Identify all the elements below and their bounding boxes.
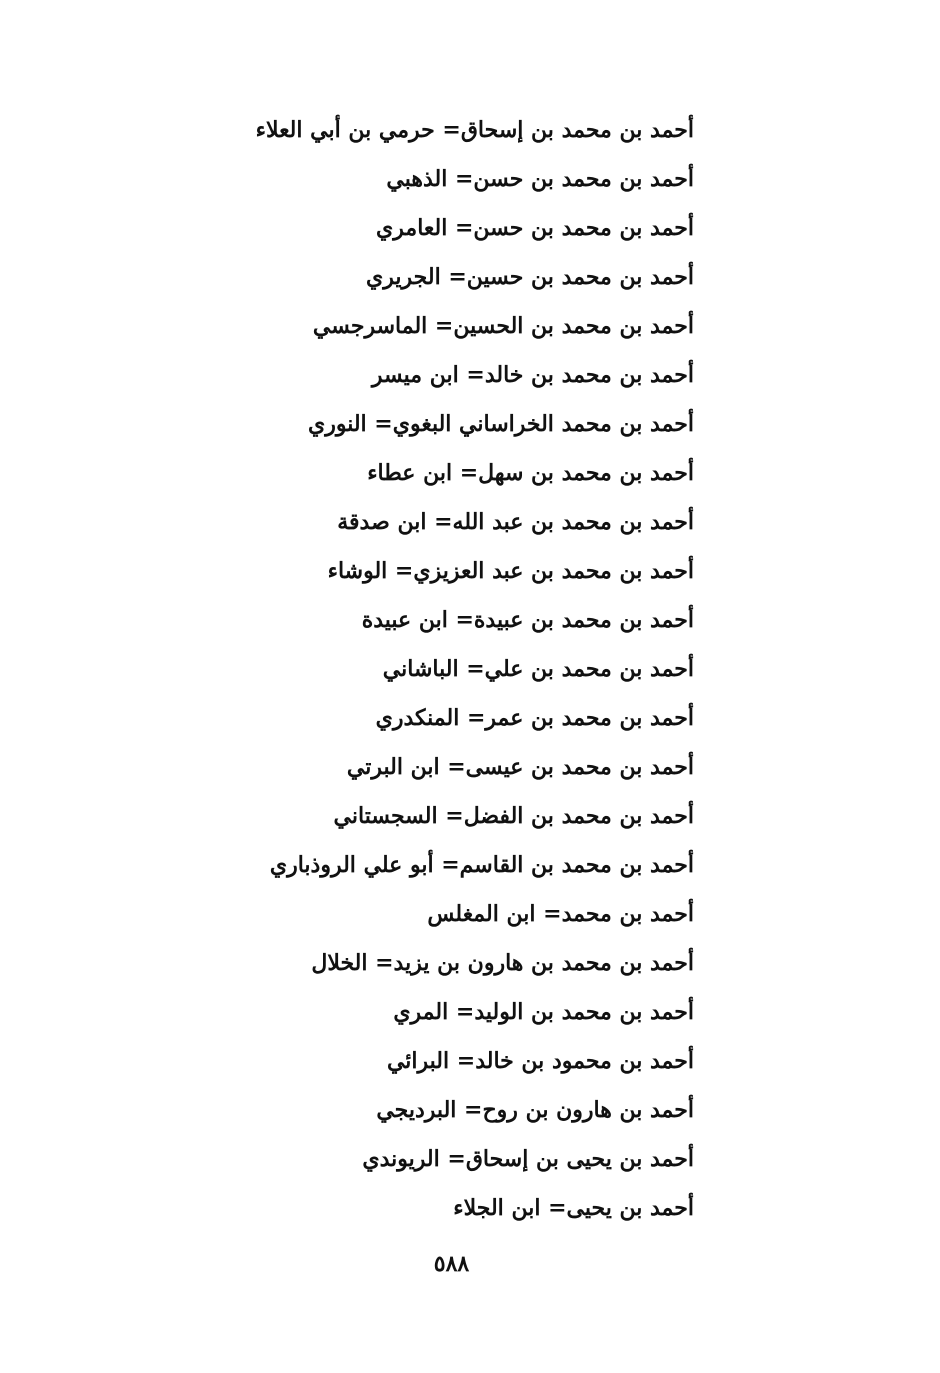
index-entry: أحمد بن محمد الخراساني البغوي= النوري bbox=[307, 411, 694, 437]
index-entry: أحمد بن محمد= ابن المغلس bbox=[427, 901, 694, 927]
index-entry: أحمد بن محمد بن الحسين= الماسرجسي bbox=[312, 313, 694, 339]
index-entry: أحمد بن محمد بن سهل= ابن عطاء bbox=[367, 460, 694, 486]
index-entry: أحمد بن محمد بن عبيدة= ابن عبيدة bbox=[361, 607, 694, 633]
index-entry: أحمد بن محمد بن إسحاق= حرمي بن أبي العلاء bbox=[255, 117, 694, 143]
index-entry: أحمد بن محمد بن عيسى= ابن البرتي bbox=[346, 754, 694, 780]
index-entry: أحمد بن محمود بن خالد= البرائي bbox=[386, 1048, 694, 1074]
index-entry: أحمد بن محمد بن عمر= المنكدري bbox=[375, 705, 694, 731]
index-entry: أحمد بن محمد بن هارون بن يزيد= الخلال bbox=[311, 950, 694, 976]
name-index-list bbox=[214, 106, 694, 1233]
index-entry: أحمد بن محمد بن علي= الباشاني bbox=[382, 656, 694, 682]
index-entry: أحمد بن يحيى= ابن الجلاء bbox=[453, 1195, 694, 1221]
index-entry: أحمد بن محمد بن حسن= العامري bbox=[376, 215, 694, 241]
index-entry: أحمد بن محمد بن عبد العزيزي= الوشاء bbox=[327, 558, 694, 584]
index-entry: أحمد بن هارون بن روح= البرديجي bbox=[376, 1097, 694, 1123]
index-entry: أحمد بن محمد بن عبد الله= ابن صدقة bbox=[337, 509, 694, 535]
index-entry: أحمد بن محمد بن حسن= الذهبي bbox=[386, 166, 694, 192]
index-entry: أحمد بن محمد بن حسين= الجريري bbox=[366, 264, 694, 290]
page-number: ٥٨٨ bbox=[433, 1251, 470, 1277]
index-entry: أحمد بن محمد بن الفضل= السجستاني bbox=[333, 803, 694, 829]
index-entry: أحمد بن محمد بن القاسم= أبو علي الروذباري bbox=[269, 852, 694, 878]
index-entry: أحمد بن محمد بن الوليد= المري bbox=[393, 999, 694, 1025]
index-entry: أحمد بن محمد بن خالد= ابن ميسر bbox=[371, 362, 694, 388]
index-entry: أحمد بن يحيى بن إسحاق= الريوندي bbox=[362, 1146, 694, 1172]
